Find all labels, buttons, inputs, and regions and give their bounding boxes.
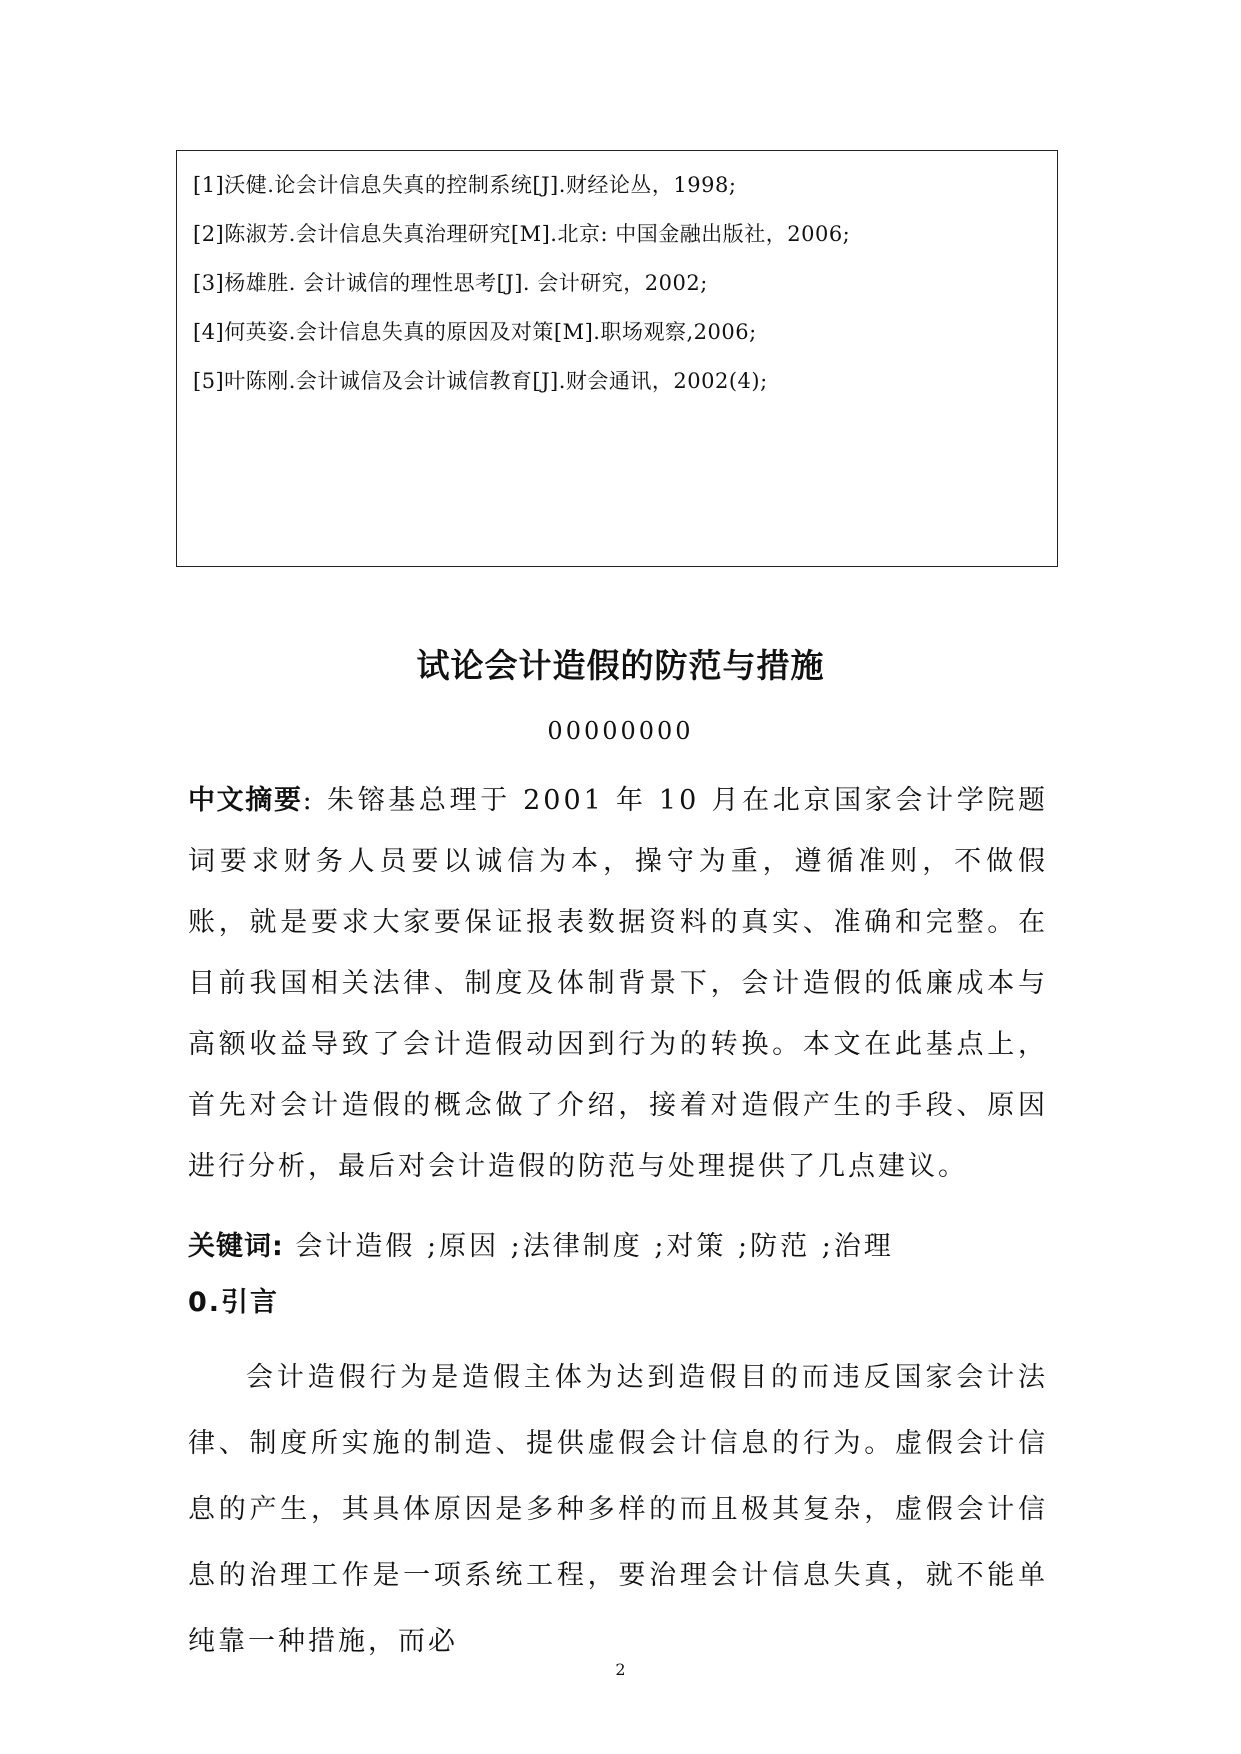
reference-item: [1]沃健.论会计信息失真的控制系统[J].财经论丛，1998;: [193, 173, 737, 197]
references-box: [176, 150, 1058, 567]
reference-item: [4]何英姿.会计信息失真的原因及对策[M].职场观察,2006;: [193, 320, 757, 344]
abstract-separator: :: [302, 785, 327, 816]
paper-title: 试论会计造假的防范与措施: [416, 646, 825, 685]
keywords-text: 会计造假 ;原因 ;法律制度 ;对策 ;防范 ;治理: [283, 1231, 894, 1262]
keywords-line: [188, 1216, 1048, 1277]
reference-item: [3]杨雄胜. 会计诚信的理性思考[J]. 会计研究，2002;: [193, 271, 708, 295]
author-id: 00000000: [547, 717, 694, 745]
page-number: 2: [615, 1660, 626, 1679]
reference-item: [2]陈淑芳.会计信息失真治理研究[M].北京: 中国金融出版社，2006;: [193, 222, 851, 246]
section-heading: 0.引言: [188, 1287, 280, 1318]
abstract-paragraph: [188, 770, 1048, 1197]
abstract-text: 朱镕基总理于 2001 年 10 月在北京国家会计学院题词要求财务人员要以诚信为本，操守为重，遵循准则，不做假账，就是要求大家要保证报表数据资料的真实、准确和完整。在目前我国相关法律、制度及体制背景下，会计造假的低廉成本与高额收益导致了会计造假动因到行为的转换。本文在此基点上，首先对会计造假的概念做了介绍，接着对造假产生的手段、原因进行分析，最后对会计造假的防范与处理提供了几点建议。: [188, 785, 1049, 1182]
abstract-label: 中文摘要: [188, 785, 303, 816]
reference-item: [5]叶陈刚.会计诚信及会计诚信教育[J].财会通讯，2002(4);: [193, 369, 768, 393]
keywords-label: 关键词:: [188, 1231, 284, 1262]
intro-paragraph: 会计造假行为是造假主体为达到造假目的而违反国家会计法律、制度所实施的制造、提供虚假会计信息的行为。虚假会计信息的产生，其具体原因是多种多样的而且极其复杂，虚假会计信息的治理工作是一项系统工程，要治理会计信息失真，就不能单纯靠一种措施，而必: [188, 1362, 1048, 1657]
